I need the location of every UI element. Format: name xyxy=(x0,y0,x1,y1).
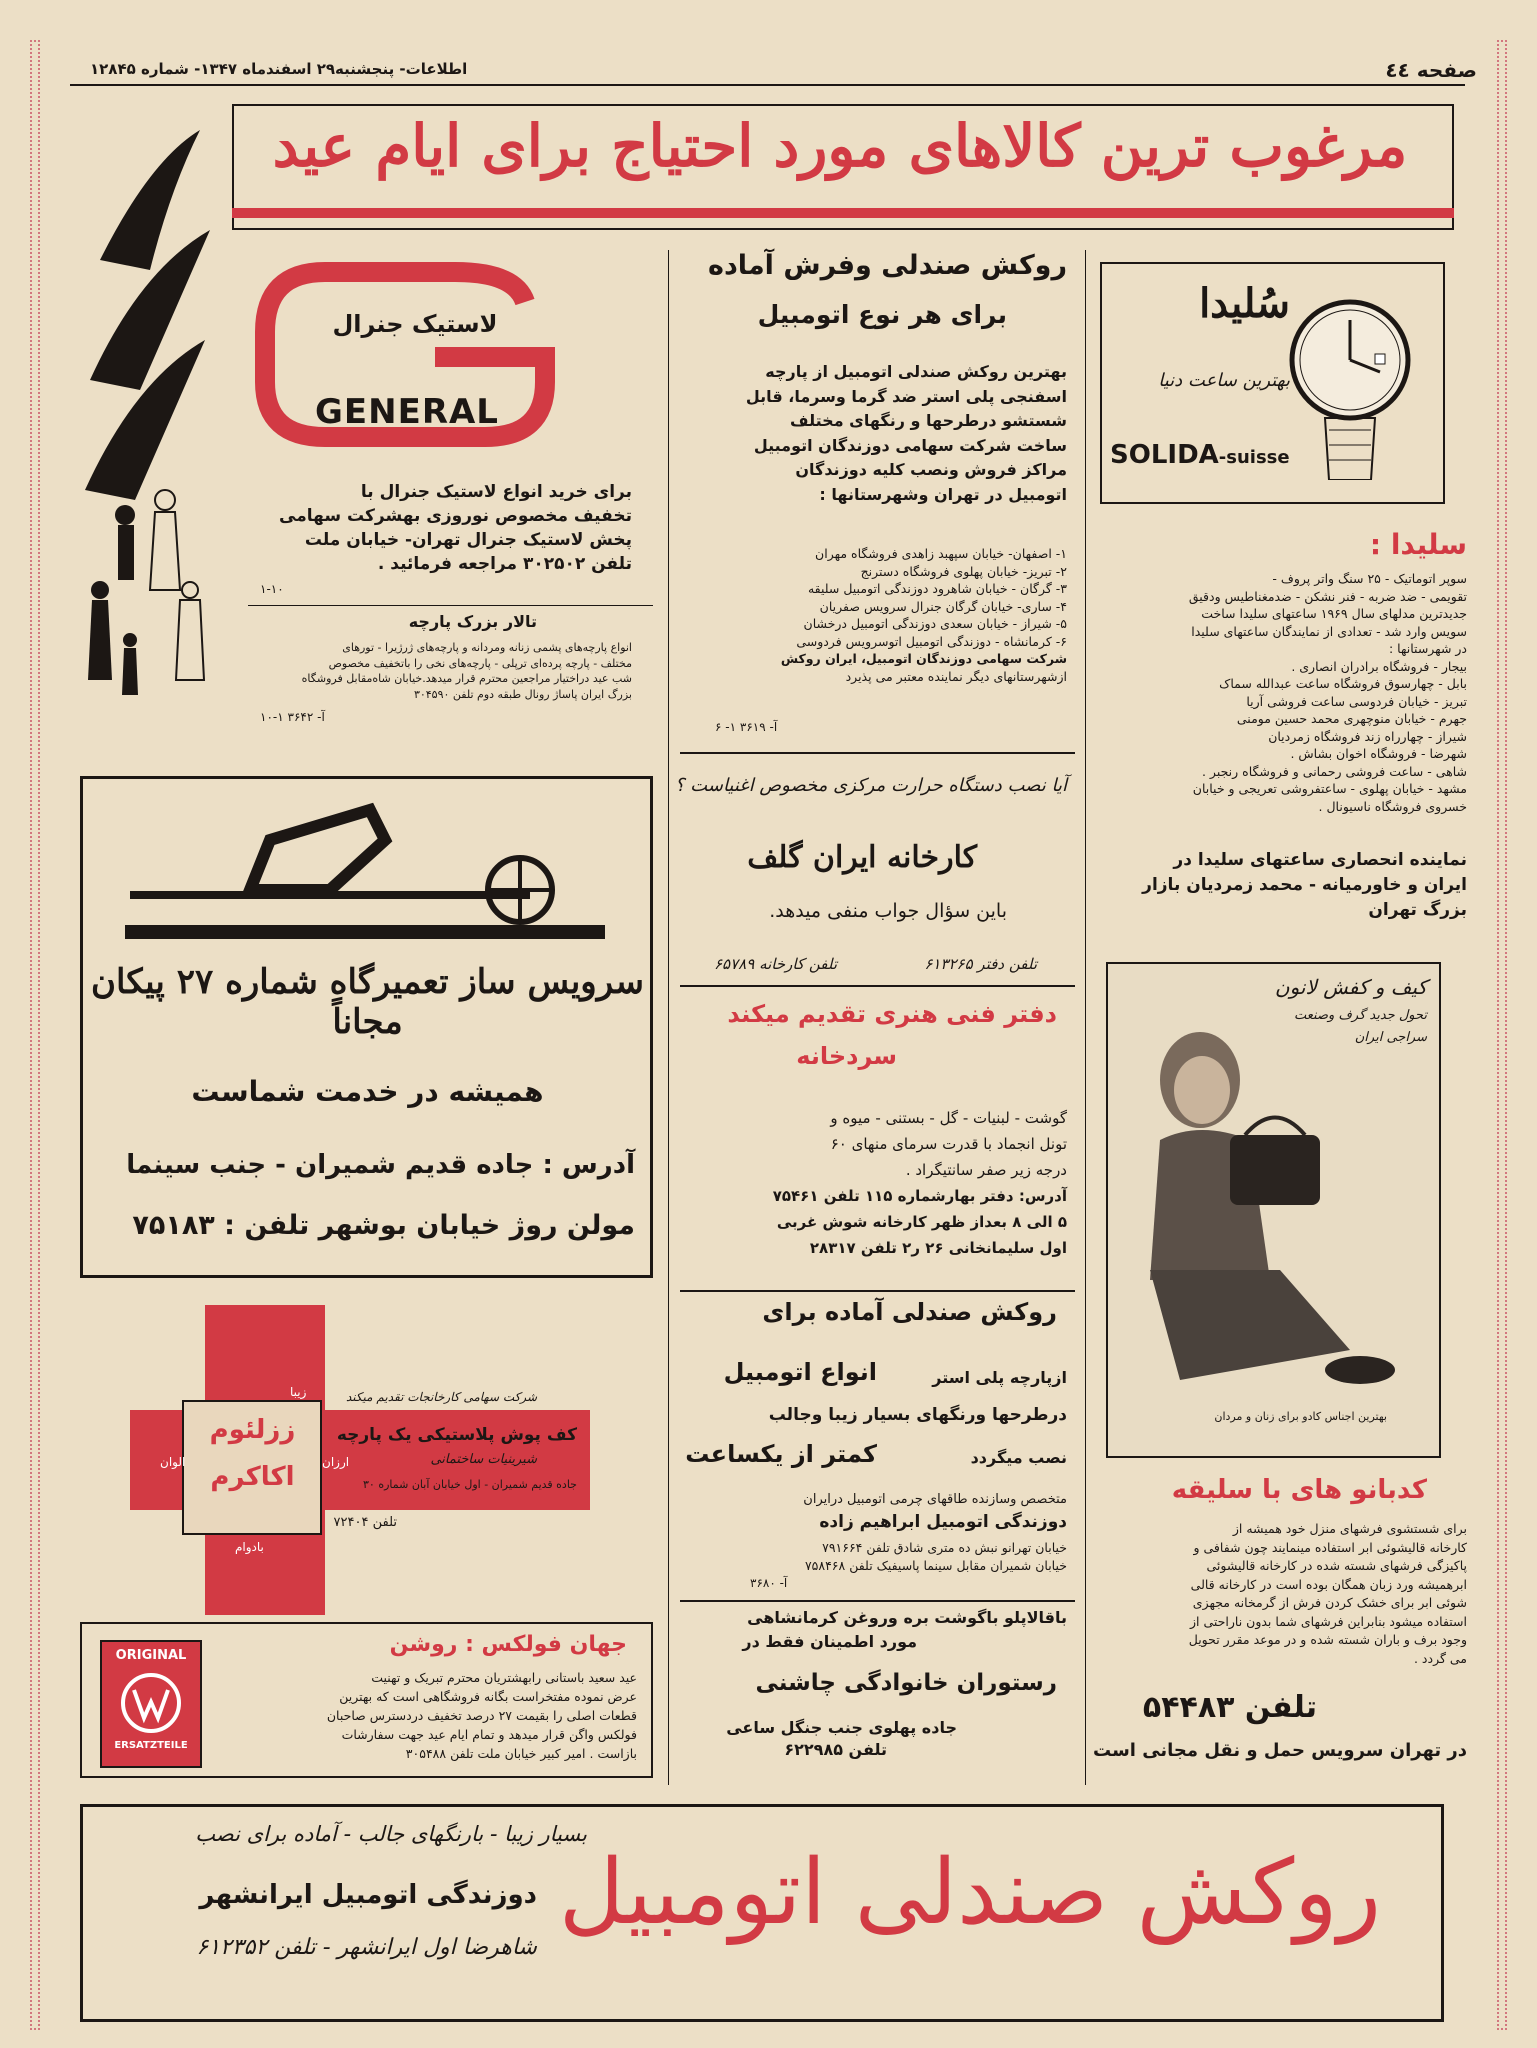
general-body-line: پخش لاستیک جنرال تهران- خیابان ملت xyxy=(304,530,632,550)
mid-rule-2 xyxy=(680,985,1075,987)
cold-body-line: ۵ الی ۸ بعداز ظهر کارخانه شوش غربی xyxy=(776,1213,1067,1231)
solida-body-line: تبریز - خیابان فردوسی ساعت فروشی آریا xyxy=(1246,693,1467,709)
linoleum-address: جاده قدیم شمیران - اول خیابان آبان شماره ۳۰ xyxy=(363,1478,577,1491)
housewives-body-line: استفاده میشود بنابراین فرشهای شما بدون ناراحتی از xyxy=(1189,1613,1467,1629)
family-illustration xyxy=(80,120,220,710)
seat-ad1-branch: ۱- اصفهان- خیابان سپهبد زاهدی فروشگاه مهران xyxy=(815,546,1067,561)
mid-rule-1 xyxy=(680,752,1075,754)
solida-brand-latin xyxy=(1110,440,1290,470)
seat-ad1-body-line: شستشو درطرحها و رنگهای مختلف xyxy=(790,411,1067,430)
shoe-ad-caption: بهترین اجناس کادو برای زنان و مردان xyxy=(1214,1410,1387,1423)
seat-ad2-title2: انواع اتومبیل xyxy=(723,1358,877,1386)
housewives-phone: تلفن ۵۴۴۸۳ xyxy=(1142,1690,1317,1725)
housewives-body-line: برای شستشوی فرشهای منزل خود همیشه از xyxy=(1232,1521,1467,1536)
cold-title1: دفتر فنی هنری تقدیم میکند xyxy=(727,1000,1057,1028)
fabric-title: تالار بزرک پارچه xyxy=(408,612,537,631)
solida-rep-line: بزرگ تهران xyxy=(1368,900,1467,920)
solida-body-line: در شهرستانها : xyxy=(1389,641,1467,656)
housewives-body-line: کارخانه قالیشوئی ابر استفاده مینمایند چون شفافی و xyxy=(1193,1539,1467,1555)
seat-ad1-body xyxy=(667,360,1067,507)
seat-ad1-ref: آ- ۳۶۱۹ ۱- ۶ xyxy=(715,720,778,734)
seat-ad1-title1: روکش صندلی وفرش آماده xyxy=(708,250,1067,281)
solida-brand-persian: سُلیدا xyxy=(1199,280,1290,327)
bottom-ad-title: روکش صندلی اتومبیل xyxy=(558,1840,1382,1945)
housewives-body-line: می گردد . xyxy=(1413,1650,1467,1666)
vw-logo-icon xyxy=(120,1672,182,1734)
watch-icon xyxy=(1275,280,1425,480)
housewives-body-line: پاکیزگی فرشهای شسته شده در کارخانه قالیشوئی xyxy=(1206,1558,1467,1573)
solida-latin-name: SOLIDA xyxy=(1110,440,1219,470)
fabric-ref: آ- ۳۶۴۲ ۱-۱۰ xyxy=(260,710,325,724)
vw-body xyxy=(217,1668,637,1763)
bottom-ad-line3: شاهرضا اول ایرانشهر - تلفن ۶۱۲۳۵۲ xyxy=(196,1935,537,1960)
seat-ad1-branch: ۲- تبریز- خیابان پهلوی فروشگاه دسترنج xyxy=(860,563,1067,579)
banner-title: مرغوب ترین کالاهای مورد احتیاج برای ایام عید xyxy=(272,112,1408,180)
paykan-line3: آدرس : جاده قدیم شمیران - جنب سینما xyxy=(126,1150,635,1180)
seat-ad1-body-line: اتومبیل در تهران وشهرستانها : xyxy=(819,484,1067,504)
seat-ad2-line4: درطرحها ورنگهای بسیار زیبا وجالب xyxy=(768,1405,1067,1425)
seat-ad1-body-line: بهترین روکش صندلی اتومبیل از پارچه xyxy=(765,362,1067,381)
solida-representative xyxy=(1087,848,1467,923)
linoleum-tag-left: الوان xyxy=(160,1455,186,1469)
housewives-service: در تهران سرویس حمل و نقل مجانی است xyxy=(1093,1740,1467,1761)
solida-heading: سلیدا : xyxy=(1369,528,1467,561)
fabric-body xyxy=(252,640,632,702)
paykan-line1: سرویس ساز تعمیرگاه شماره ۲۷ پیکان مجاناً xyxy=(91,962,644,1042)
housewives-title: کدبانو های با سلیقه xyxy=(1171,1475,1427,1505)
general-logo-persian: لاستیک جنرال xyxy=(332,310,498,338)
seat-ad2-title1: روکش صندلی آماده برای xyxy=(762,1298,1057,1326)
housewives-body-line: ابرهمیشه ورد زبان همگان بوده است در کارخانه قالی xyxy=(1190,1576,1467,1592)
seat-ad2-line5b: نصب میگردد xyxy=(970,1448,1067,1467)
solida-body-line: شهرضا - فروشگاه اخوان بشاش . xyxy=(1290,746,1467,761)
seat-ad2-line8: خیابان تهرانو نبش ده متری شادق تلفن ۷۹۱۶۶۴ xyxy=(822,1540,1067,1555)
seat-ad1-body-line: ساخت شرکت سهامی دوزندگان اتومبیل xyxy=(753,435,1067,455)
general-body xyxy=(252,480,632,576)
housewives-body-line: وجود برف و باران شسته شده و در موعد مقرر تحویل xyxy=(1188,1632,1467,1647)
vw-body-line: فولکس واگن قرار میدهد و تمام ایام عید جهت سفارشات xyxy=(341,1727,637,1742)
linoleum-sub: شیرینیات ساختمانی xyxy=(430,1452,537,1467)
housewives-body-line: شوئی ابر برای خشک کردن فرش از گرمخانه مجهزی xyxy=(1192,1595,1467,1610)
cold-body-line: اول سلیمانخانی ۲۶ ر۲ تلفن ۲۸۳۱۷ xyxy=(809,1239,1067,1257)
linoleum-tag-top: زیبا xyxy=(290,1385,307,1399)
general-logo-latin: GENERAL xyxy=(315,392,499,432)
seat-ad2-line6: متخصص وسازنده طاقهای چرمی اتومبیل درایران xyxy=(803,1492,1067,1507)
bottom-ad-line1: بسیار زیبا - بارنگهای جالب - آماده برای نصب xyxy=(195,1822,587,1846)
vw-body-line: عید سعید باستانی رابهشتریان محترم تبریک و تهنیت xyxy=(371,1670,637,1685)
paykan-line2: همیشه در خدمت شماست xyxy=(191,1075,544,1108)
paykan-line4: مولن روژ خیابان بوشهر تلفن : ۷۵۱۸۳ xyxy=(132,1210,635,1241)
vw-body-line: قطعات اصلی را بقیمت ۲۷ درصد تخفیف دردسترس صاحبان xyxy=(326,1708,637,1723)
solida-rep-line: نماینده انحصاری ساعتهای سلیدا در xyxy=(1173,850,1467,870)
fabric-body-line: بزرگ ایران پاساژ رونال طبقه دوم تلفن ۳۰۴۵۹۰ xyxy=(413,687,632,701)
linoleum-brand1: ززلئوم xyxy=(209,1415,296,1445)
linoleum-brand2: اکاکرم xyxy=(210,1462,295,1492)
solida-body-line: مشهد - خیابان پهلوی - ساعتفروشی تعریجی و خیابان xyxy=(1192,781,1467,796)
shoe-ad-subtitle: تحول جدید گرف وصنعت سراجی ایران xyxy=(1294,1008,1427,1045)
restaurant-line1: باقالاپلو باگوشت بره وروغن کرمانشاهی xyxy=(747,1608,1067,1627)
page-number: صفحه ٤٤ xyxy=(1385,58,1477,82)
seat-ad1-branch: ۶- کرمانشاه - دوزندگی اتومبیل اتوسرویس فردوسی xyxy=(796,633,1067,649)
solida-body-line: تقویمی - ضد ضربه - فنر نشکن - ضدمغناطیس ودقیق xyxy=(1188,588,1467,604)
seat-ad1-branch: ۳- گرگان - خیابان شاهرود دوزندگی اتومبیل سلیقه xyxy=(807,581,1067,596)
cold-body-line: گوشت - لبنیات - گل - بستنی - میوه و xyxy=(830,1109,1067,1127)
page-border-right xyxy=(1497,40,1507,2030)
seat-ad1-title2: برای هر نوع اتومبیل xyxy=(757,300,1007,329)
cold-body-line: درجه زیر صفر سانتیگراد . xyxy=(905,1161,1067,1179)
general-body-line: تخفیف مخصوص نوروزی بهشرکت سهامی xyxy=(279,506,632,526)
solida-body-line: سوپر اتوماتیک - ۲۵ سنگ واتر پروف - xyxy=(1272,571,1467,586)
general-body-line: تلفن ۳۰۲۵۰۲ مراجعه فرمائید . xyxy=(377,554,632,574)
restaurant-name: رستوران خانوادگی چاشنی xyxy=(755,1670,1057,1696)
general-body-line: برای خرید انواع لاستیک جنرال با xyxy=(360,482,632,502)
bottom-ad-line2: دوزندگی اتومبیل ایرانشهر xyxy=(199,1880,537,1910)
solida-body-line: سویس وارد شد - تعدادی از نمایندگان ساعتهای سلیدا xyxy=(1191,623,1467,639)
seat-ad1-branch: شرکت سهامی دوزندگان اتومبیل، ایران روکش xyxy=(780,651,1067,666)
column-rule-right xyxy=(1085,250,1086,1785)
cold-body xyxy=(667,1105,1067,1261)
mid-rule-4 xyxy=(680,1600,1075,1602)
cold-title2: سردخانه xyxy=(796,1042,897,1070)
shoe-ad-title: کیف و کفش لانون xyxy=(1274,975,1427,999)
solida-body-line: بیجار - فروشگاه برادران انصاری . xyxy=(1291,658,1467,674)
banner-red-bar xyxy=(232,208,1454,218)
linoleum-phone: تلفن ۷۲۴۰۴ xyxy=(333,1515,397,1530)
fabric-body-line: شب عید دراختیار مراجعین محترم قرار میدهد.خیابان شاه‌مقابل فروشگاه xyxy=(301,672,632,685)
seat-ad2-line5: کمتر از یکساعت xyxy=(685,1440,877,1468)
vw-badge-top: ORIGINAL xyxy=(115,1648,187,1663)
heater-company: کارخانه ایران گلف xyxy=(747,840,977,875)
seat-ad2-ref: آ- ۳۶۸۰ xyxy=(750,1576,788,1590)
linoleum-tag-right: ارزان xyxy=(322,1455,350,1469)
solida-body-line: خسروی فروشگاه ناسیونال . xyxy=(1318,798,1467,814)
linoleum-company: شرکت سهامی کارخانجات تقدیم میکند xyxy=(345,1390,537,1404)
vw-title: جهان فولکس : روشن xyxy=(389,1632,627,1657)
solida-body-line: شاهی - ساعت فروشی رحمانی و فروشگاه رنجبر . xyxy=(1201,763,1467,779)
solida-tagline: بهترین ساعت دنیا xyxy=(1158,370,1290,391)
seat-ad1-branch: ازشهرستانهای دیگر نماینده معتبر می پذیرد xyxy=(845,668,1067,684)
heater-answer: باین سؤال جواب منفی میدهد. xyxy=(769,900,1007,922)
linoleum-slogan: کف پوش پلاستیکی یک پارچه xyxy=(336,1425,577,1445)
seat-ad1-branches xyxy=(667,545,1067,685)
mid-rule-3 xyxy=(680,1290,1075,1292)
solida-body-line: بابل - چهارسوق فروشگاه ساعت عبدالله سماک xyxy=(1219,676,1467,691)
heater-phone-factory: تلفن کارخانه ۶۵۷۸۹ xyxy=(714,955,837,973)
restaurant-phone: تلفن ۶۲۲۹۸۵ xyxy=(784,1740,887,1759)
vw-badge-bottom: ERSATZTEILE xyxy=(114,1740,188,1751)
solida-body xyxy=(1087,570,1467,815)
fabric-body-line: مختلف - پارچه پرده‌ای ترپلی - پارچه‌های نخی را باتخفیف مخصوص xyxy=(328,656,632,670)
fabric-body-line: انواع پارچه‌های پشمی زنانه ومردانه و پارچه‌های ژرژیرا - تورهای xyxy=(342,641,632,654)
seat-ad1-branch: ۵- شیراز - خیابان سعدی دوزندگی اتومبیل درخشان xyxy=(803,616,1067,631)
heater-phone-office: تلفن دفتر ۶۱۳۲۶۵ xyxy=(924,955,1037,973)
seat-ad2-line3: ازپارچه پلی استر xyxy=(932,1368,1067,1387)
linoleum-tag-bottom: بادوام xyxy=(235,1540,264,1554)
paykan-logo xyxy=(110,800,630,950)
vw-body-line: عرض نموده مفتخراست بگانه فروشگاهی است که بهترین xyxy=(339,1689,637,1704)
masthead-rule xyxy=(70,84,1465,86)
seat-ad1-body-line: مراکز فروش ونصب کلیه دوزندگان xyxy=(795,460,1067,479)
solida-rep-line: ایران و خاورمیانه - محمد زمردیان بازار xyxy=(1142,875,1467,895)
housewives-body xyxy=(1087,1520,1467,1668)
solida-body-line: شیراز - چهارراه زند فروشگاه زمردیان xyxy=(1268,728,1467,744)
cold-body-line: تونل انجماد با قدرت سرمای منهای ۶۰ xyxy=(830,1135,1067,1153)
page-border-left xyxy=(30,40,40,2030)
restaurant-address: جاده پهلوی جنب جنگل ساعی xyxy=(726,1718,957,1737)
seat-ad2-line9: خیابان شمیران مقابل سینما پاسیفیک تلفن ۷۵۸۴۶۸ xyxy=(804,1558,1067,1573)
general-ref: ۱-۱۰ xyxy=(260,582,284,596)
seat-ad1-branch: ۴- ساری- خیابان گرگان جنرال سرویس صفریان xyxy=(819,598,1067,614)
model-photo xyxy=(1120,1020,1420,1420)
solida-suisse: -suisse xyxy=(1218,447,1290,468)
issue-line: اطلاعات- پنجشنبه۲۹ اسفندماه ۱۳۴۷- شماره ۱۲۸۴۵ xyxy=(90,60,468,78)
seat-ad1-body-line: اسفنجی پلی استر ضد گرما وسرما، قابل xyxy=(745,386,1067,406)
restaurant-line2: مورد اطمینان فقط در xyxy=(742,1632,917,1651)
heater-question: آیا نصب دستگاه حرارت مرکزی مخصوص اغنیاست ؟ xyxy=(674,775,1067,796)
solida-body-line: جدیدترین مدلهای سال ۱۹۶۹ ساعتهای سلیدا ساخت xyxy=(1201,606,1467,621)
cold-body-line: آدرس: دفتر بهارشماره ۱۱۵ تلفن ۷۵۴۶۱ xyxy=(772,1187,1067,1205)
vw-body-line: بازاست . امیر کبیر خیابان ملت تلفن ۳۰۵۴۸۸ xyxy=(405,1746,637,1761)
solida-body-line: جهرم - خیابان منوچهری محمد حسین مومنی xyxy=(1236,711,1467,726)
left-rule-1 xyxy=(248,605,653,606)
seat-ad2-line7: دوزندگی اتومبیل ابراهیم زاده xyxy=(819,1512,1067,1532)
